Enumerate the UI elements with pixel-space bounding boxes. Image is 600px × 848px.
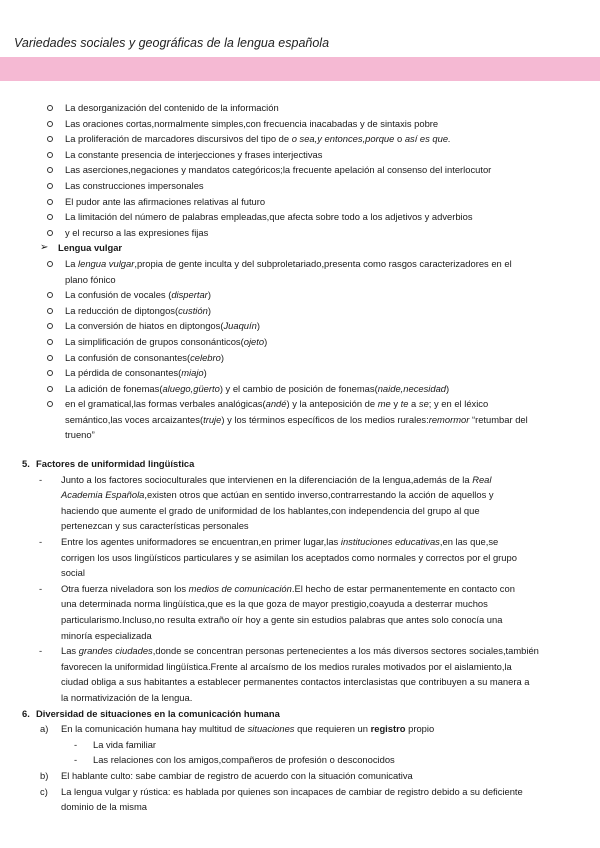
lettered-item (0, 768, 551, 784)
lettered-item (0, 721, 551, 737)
dash-bullet: - (39, 473, 43, 485)
list-item (0, 350, 600, 366)
list-item-text: Las grandes ciudades,donde se concentran personas pertenecientes a los más diversos sectores sociales,también favorecen la uniformidad lingüística.Frente al arcaísmo de los medios rurales motivados por el aislamiento,la ciudad obliga a sus habitantes a establecer permanentes contactos interclasistas que contribuyen a su manera a la normativización de la lengua. (61, 645, 539, 703)
list-item (0, 225, 600, 241)
list-item-text: La vida familiar (93, 738, 157, 750)
circle-bullet-icon (47, 183, 53, 189)
list-item (0, 381, 600, 397)
circle-bullet-icon (47, 167, 53, 173)
list-item (0, 116, 600, 132)
list-item (0, 287, 600, 303)
dash-bullet: - (39, 536, 43, 548)
list-item-text: La adición de fonemas(aluego,güerto) y el cambio de posición de fonemas(naide,necesidad) (65, 382, 450, 394)
circle-bullet-icon (47, 292, 53, 298)
dash-bullet: - (74, 738, 78, 750)
list-item (0, 365, 600, 381)
list-item (0, 256, 600, 287)
circle-bullet-icon (47, 136, 53, 142)
list-item-text: La reducción de diptongos(custión) (65, 304, 211, 316)
circle-bullet-icon (47, 339, 53, 345)
list-item-text: Otra fuerza niveladora son los medios de comunicación.El hecho de estar permanentemente en contacto con una determinada norma lingüística,que es la que goza de mayor prestigio,coayuda a desterrar muchos particularismo.Incluso,no resulta extraño oír hoy a gente sin estudios palabras que antes solo conocía una minoría especializada (61, 582, 515, 641)
list-item-text: en el gramatical,las formas verbales analógicas(andé) y la anteposición de me y te a se; y en el léxico semántico,las voces arcaizantes(truje) y los términos específicos de los medios rurales:remormor “retumbar del trueno” (65, 398, 528, 441)
document-body (0, 100, 600, 815)
vulgar-heading-text: Lengua vulgar (58, 242, 123, 254)
paragraph-item (0, 581, 543, 643)
dash-bullet: - (39, 645, 43, 657)
circle-bullet-icon (47, 386, 53, 392)
arrow-bullet-icon: ➢ (40, 242, 49, 254)
list-item-text: Las construcciones impersonales (65, 179, 204, 191)
list-item (0, 178, 600, 194)
list-item-text: Entre los agentes uniformadores se encuentran,en primer lugar,las instituciones educativas,en las que,se corrigen los usos lingüísticos particulares y se asimilan los aceptados como normales y correctos por el grupo social (61, 536, 517, 579)
paragraph-item (0, 472, 543, 534)
list-item (0, 318, 600, 334)
list-item-text: La conversión de hiatos en diptongos(Juaquín) (65, 320, 260, 332)
list-item-text: La constante presencia de interjecciones y frases interjectivas (65, 148, 323, 160)
section-6-list (0, 721, 600, 815)
list-item-text: La lengua vulgar y rústica: es hablada por quienes son incapaces de cambiar de registro debido a su deficiente dominio de la misma (61, 785, 523, 813)
circle-bullet-icon (47, 308, 53, 314)
list-item (0, 334, 600, 350)
circle-bullet-icon (47, 105, 53, 111)
sub-item (0, 737, 600, 753)
list-culta (0, 100, 600, 240)
section-5-number: 5. (22, 458, 30, 470)
letter-marker: a) (40, 723, 49, 735)
section-5-title-text: Factores de uniformidad lingüística (36, 458, 195, 470)
document-header: Variedades sociales y geográficas de la lengua española (14, 36, 330, 50)
list-item-text: La limitación del número de palabras empleadas,que afecta sobre todo a los adjetivos y adverbios (65, 211, 473, 223)
section-6-title-text: Diversidad de situaciones en la comunicación humana (36, 707, 280, 719)
list-item (0, 194, 600, 210)
list-item (0, 162, 600, 178)
letter-marker: b) (40, 769, 49, 781)
list-item-text: y el recurso a las expresiones fijas (65, 226, 209, 238)
list-item-text: La confusión de vocales (dispertar) (65, 289, 211, 301)
list-item-text: El hablante culto: sabe cambiar de registro de acuerdo con la situación comunicativa (61, 769, 413, 781)
list-item (0, 209, 600, 225)
list-item-text: Las relaciones con los amigos,compañeros de profesión o desconocidos (93, 754, 395, 766)
list-item-text: Las aserciones,negaciones y mandatos categóricos;la frecuente apelación al consenso del interlocutor (65, 164, 492, 176)
paragraph-item (0, 643, 543, 705)
sub-item (0, 752, 600, 768)
circle-bullet-icon (47, 355, 53, 361)
list-item-text: La simplificación de grupos consonánticos(ojeto) (65, 335, 268, 347)
list-item (0, 131, 600, 147)
list-vulgar (0, 256, 600, 443)
header-band (0, 57, 600, 81)
vulgar-heading (0, 240, 600, 256)
circle-bullet-icon (47, 199, 53, 205)
list-item (0, 396, 600, 443)
circle-bullet-icon (47, 214, 53, 220)
section-6-title (0, 706, 600, 722)
lettered-item (0, 784, 551, 815)
list-item-text: En la comunicación humana hay multitud de situaciones que requieren un registro propio (61, 723, 435, 735)
circle-bullet-icon (47, 230, 53, 236)
list-item-text: Junto a los factores socioculturales que intervienen en la diferenciación de la lengua,además de la Real Academia Española,existen otros que actúan en sentido inverso,contrarrestando la acción de aquellos y haciendo que aumente el grado de uniformidad de los hablantes,con independencia del grupo al que pertenezcan y sus características personales (61, 473, 494, 532)
list-item-text: La proliferación de marcadores discursivos del tipo de o sea,y entonces,porque o así es que. (65, 133, 451, 145)
list-item-text: La lengua vulgar,propia de gente inculta y del subproletariado,presenta como rasgos caracterizadores en el plano fónico (65, 257, 512, 285)
section-5-list (0, 472, 600, 706)
list-item-text: La pérdida de consonantes(miajo) (65, 367, 207, 379)
dash-bullet: - (39, 582, 43, 594)
list-item (0, 100, 600, 116)
list-item-text: Las oraciones cortas,normalmente simples,con frecuencia inacabadas y de sintaxis pobre (65, 117, 439, 129)
letter-marker: c) (40, 785, 48, 797)
section-5-title (0, 456, 600, 472)
section-6-number: 6. (22, 707, 30, 719)
list-item (0, 303, 600, 319)
list-item-text: El pudor ante las afirmaciones relativas al futuro (65, 195, 266, 207)
circle-bullet-icon (47, 121, 53, 127)
paragraph-item (0, 534, 543, 581)
dash-bullet: - (74, 754, 78, 766)
circle-bullet-icon (47, 401, 53, 407)
circle-bullet-icon (47, 261, 53, 267)
list-item-text: La desorganización del contenido de la información (65, 102, 279, 113)
circle-bullet-icon (47, 152, 53, 158)
list-item-text: La confusión de consonantes(celebro) (65, 351, 224, 363)
list-item (0, 147, 600, 163)
circle-bullet-icon (47, 370, 53, 376)
circle-bullet-icon (47, 323, 53, 329)
